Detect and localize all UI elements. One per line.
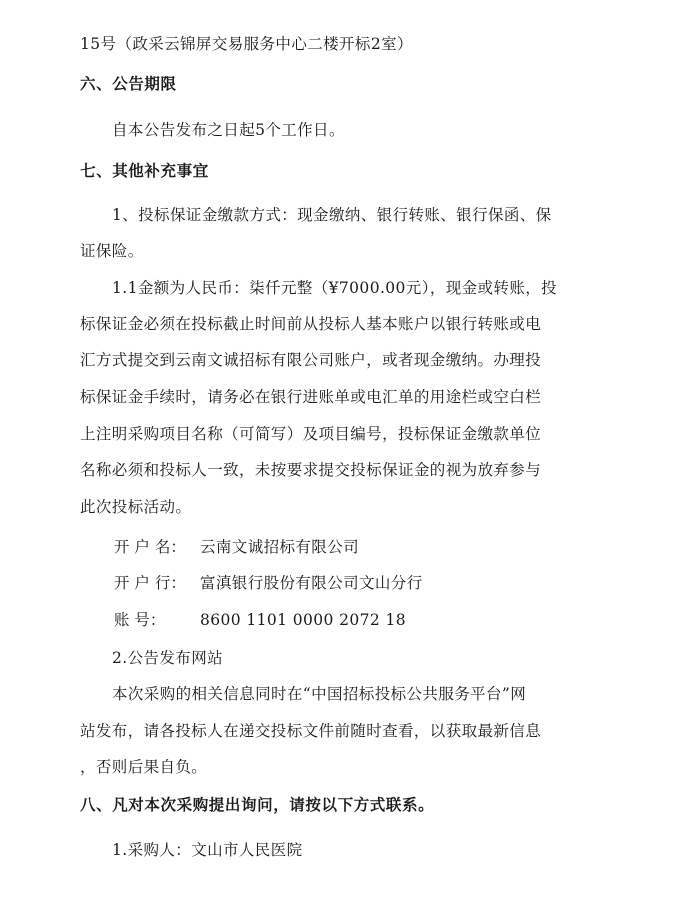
deposit-amount-line-7: 此次投标活动。 [80, 498, 192, 516]
deposit-amount-line-3: 汇方式提交到云南文诚招标有限公司账户，或者现金缴纳。办理投 [80, 351, 542, 369]
section5-tail-line: 15号（政采云锦屏交易服务中心二楼开标2室） [80, 35, 413, 53]
publish-site-line-3: ，否则后果自负。 [80, 758, 208, 776]
deposit-amount-line-6: 名称必须和投标人一致，未按要求提交投标保证金的视为放弃参与 [80, 461, 542, 479]
purchaser-line: 1.采购人：文山市人民医院 [112, 841, 303, 859]
section6-body: 自本公告发布之日起5个工作日。 [112, 121, 345, 139]
publish-site-title: 2.公告发布网站 [112, 649, 223, 667]
account-number-value: 8600 1101 0000 2072 18 [200, 611, 407, 629]
account-number-label: 账 号： [114, 611, 166, 629]
section7-heading: 七、其他补充事宜 [80, 162, 209, 180]
deposit-method-line-1: 1、投标保证金缴款方式：现金缴纳、银行转账、银行保函、保 [112, 206, 552, 224]
account-bank-label: 开 户 行： [114, 574, 186, 592]
account-bank-value: 富滇银行股份有限公司文山分行 [200, 574, 423, 592]
deposit-amount-line-2: 标保证金必须在投标截止时间前从投标人基本账户以银行转账或电 [80, 315, 542, 333]
section8-heading: 八、凡对本次采购提出询问，请按以下方式联系。 [80, 796, 435, 814]
deposit-amount-line-1: 1.1金额为人民币：柒仟元整（¥7000.00元），现金或转账，投 [112, 279, 558, 297]
deposit-method-line-2: 证保险。 [80, 242, 144, 260]
publish-site-line-1: 本次采购的相关信息同时在“中国招标投标公共服务平台”网 [112, 685, 527, 703]
account-name-value: 云南文诚招标有限公司 [200, 538, 360, 556]
account-name-label: 开 户 名： [114, 538, 186, 556]
deposit-amount-line-5: 上注明采购项目名称（可简写）及项目编号，投标保证金缴款单位 [80, 425, 542, 443]
publish-site-line-2: 站发布，请各投标人在递交投标文件前随时查看，以获取最新信息 [80, 722, 542, 740]
deposit-amount-line-4: 标保证金手续时，请务必在银行进账单或电汇单的用途栏或空白栏 [80, 388, 542, 406]
section6-heading: 六、公告期限 [80, 75, 177, 93]
